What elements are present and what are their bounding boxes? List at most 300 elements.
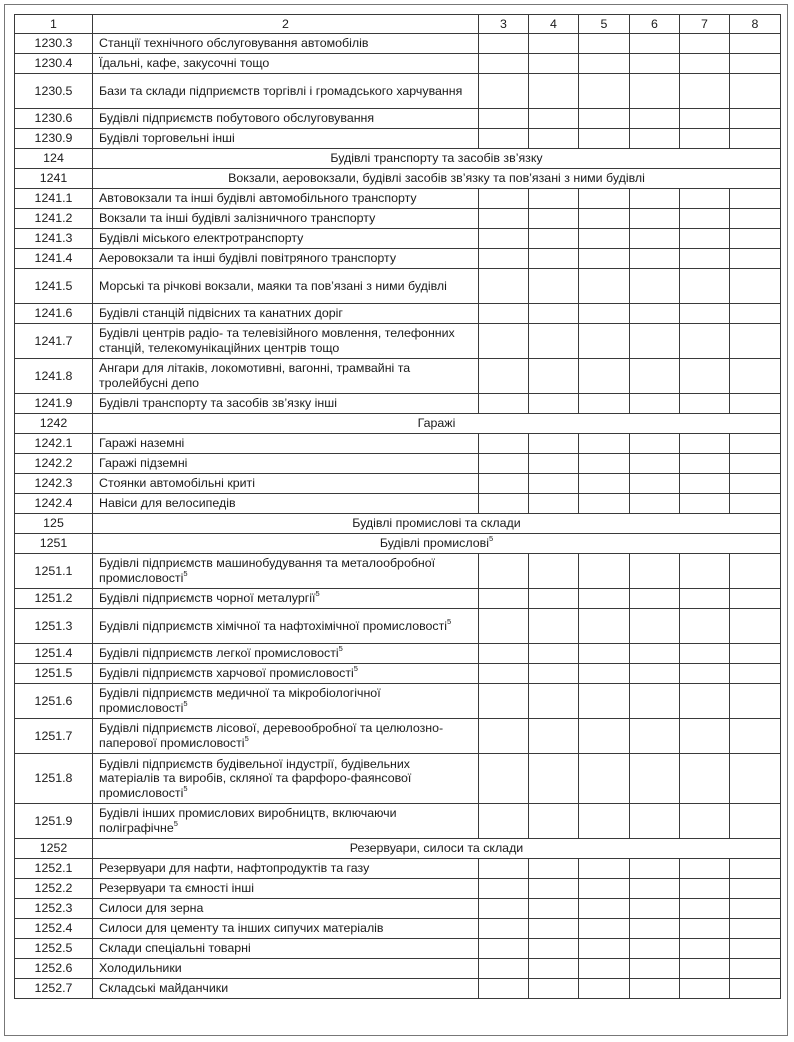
empty-cell <box>579 939 630 959</box>
row-code: 1252.1 <box>15 859 93 879</box>
row-name <box>93 304 479 324</box>
empty-cell <box>680 54 730 74</box>
table-row <box>15 129 781 149</box>
row-name-text: Стоянки автомобільні криті <box>99 476 255 491</box>
table-row <box>15 959 781 979</box>
empty-cell <box>479 589 529 609</box>
section-title <box>93 149 781 169</box>
row-code: 1241.7 <box>15 324 93 359</box>
empty-cell <box>730 324 781 359</box>
empty-cell <box>730 54 781 74</box>
empty-cell <box>579 554 630 589</box>
row-name-text: Будівлі промислові та склади <box>352 516 521 531</box>
col-header: 6 <box>630 15 680 34</box>
table-row <box>15 684 781 719</box>
empty-cell <box>730 189 781 209</box>
empty-cell <box>529 249 579 269</box>
empty-cell <box>630 249 680 269</box>
row-code: 125 <box>15 514 93 534</box>
section-row <box>15 514 781 534</box>
empty-cell <box>479 754 529 804</box>
header-row <box>15 15 781 34</box>
empty-cell <box>680 664 730 684</box>
row-name <box>93 589 479 609</box>
empty-cell <box>479 684 529 719</box>
empty-cell <box>579 589 630 609</box>
empty-cell <box>529 129 579 149</box>
row-code: 1241.8 <box>15 359 93 394</box>
row-name-text: Будівлі підприємств медичної та мікробіологічної промисловості <box>99 686 381 715</box>
empty-cell <box>579 959 630 979</box>
empty-cell <box>730 209 781 229</box>
empty-cell <box>479 664 529 684</box>
empty-cell <box>630 494 680 514</box>
row-name <box>93 324 479 359</box>
row-name-text: Будівлі підприємств легкої промисловості <box>99 646 339 661</box>
empty-cell <box>630 979 680 999</box>
empty-cell <box>730 454 781 474</box>
table-row <box>15 644 781 664</box>
empty-cell <box>730 359 781 394</box>
empty-cell <box>479 109 529 129</box>
row-name-text: Гаражі підземні <box>99 456 188 471</box>
row-code: 1252.5 <box>15 939 93 959</box>
empty-cell <box>529 554 579 589</box>
empty-cell <box>579 664 630 684</box>
empty-cell <box>479 719 529 754</box>
empty-cell <box>529 644 579 664</box>
empty-cell <box>479 269 529 304</box>
empty-cell <box>630 229 680 249</box>
row-name <box>93 644 479 664</box>
table-row <box>15 229 781 249</box>
table-row <box>15 359 781 394</box>
row-name <box>93 34 479 54</box>
empty-cell <box>630 939 680 959</box>
empty-cell <box>479 474 529 494</box>
row-code: 1230.6 <box>15 109 93 129</box>
empty-cell <box>630 324 680 359</box>
empty-cell <box>529 454 579 474</box>
row-name <box>93 959 479 979</box>
empty-cell <box>630 589 680 609</box>
row-name-text: Гаражі наземні <box>99 436 185 451</box>
empty-cell <box>630 434 680 454</box>
empty-cell <box>579 229 630 249</box>
empty-cell <box>479 939 529 959</box>
row-name <box>93 554 479 589</box>
row-name <box>93 359 479 394</box>
row-name-text: Будівлі торговельні інші <box>99 131 235 146</box>
row-code: 1251.5 <box>15 664 93 684</box>
empty-cell <box>630 54 680 74</box>
table-row <box>15 939 781 959</box>
empty-cell <box>579 804 630 839</box>
empty-cell <box>730 249 781 269</box>
row-code: 1241.2 <box>15 209 93 229</box>
row-name-text: Будівлі підприємств машинобудування та металообробної промисловості <box>99 556 436 585</box>
empty-cell <box>479 454 529 474</box>
row-name-text: Навіси для велосипедів <box>99 496 236 511</box>
empty-cell <box>579 684 630 719</box>
empty-cell <box>529 589 579 609</box>
empty-cell <box>630 554 680 589</box>
empty-cell <box>730 129 781 149</box>
empty-cell <box>730 754 781 804</box>
empty-cell <box>730 804 781 839</box>
row-name <box>93 979 479 999</box>
row-name-text: Будівлі підприємств чорної металургії <box>99 591 316 606</box>
row-name <box>93 859 479 879</box>
row-code: 1242.1 <box>15 434 93 454</box>
empty-cell <box>579 269 630 304</box>
row-name-text: Будівлі транспорту та засобів зв’язку інші <box>99 396 337 411</box>
empty-cell <box>630 664 680 684</box>
empty-cell <box>680 879 730 899</box>
empty-cell <box>479 34 529 54</box>
row-code: 1252.7 <box>15 979 93 999</box>
empty-cell <box>529 34 579 54</box>
empty-cell <box>630 109 680 129</box>
empty-cell <box>680 269 730 304</box>
row-code: 1230.5 <box>15 74 93 109</box>
row-name-text: Бази та склади підприємств торгівлі і громадського харчування <box>99 83 463 98</box>
empty-cell <box>630 644 680 664</box>
empty-cell <box>680 684 730 719</box>
empty-cell <box>680 939 730 959</box>
section-row <box>15 169 781 189</box>
row-name-text: Будівлі підприємств хімічної та нафтохімічної промисловості <box>99 618 448 633</box>
empty-cell <box>630 684 680 719</box>
table-row <box>15 804 781 839</box>
empty-cell <box>630 129 680 149</box>
empty-cell <box>529 959 579 979</box>
empty-cell <box>529 434 579 454</box>
row-name-text: Станції технічного обслуговування автомобілів <box>99 36 369 51</box>
empty-cell <box>630 899 680 919</box>
row-name <box>93 494 479 514</box>
empty-cell <box>579 129 630 149</box>
row-name-text: Вокзали та інші будівлі залізничного транспорту <box>99 211 376 226</box>
empty-cell <box>579 54 630 74</box>
row-code: 1242.3 <box>15 474 93 494</box>
row-name-text: Будівлі транспорту та засобів зв’язку <box>330 151 543 166</box>
empty-cell <box>680 454 730 474</box>
row-code: 1252.6 <box>15 959 93 979</box>
row-code: 1241 <box>15 169 93 189</box>
empty-cell <box>730 74 781 109</box>
col-header: 7 <box>680 15 730 34</box>
empty-cell <box>680 754 730 804</box>
empty-cell <box>730 34 781 54</box>
empty-cell <box>730 959 781 979</box>
empty-cell <box>680 229 730 249</box>
section-title <box>93 534 781 554</box>
empty-cell <box>630 74 680 109</box>
empty-cell <box>479 394 529 414</box>
row-name <box>93 919 479 939</box>
row-name <box>93 804 479 839</box>
row-name-text: Гаражі <box>417 416 456 431</box>
empty-cell <box>680 34 730 54</box>
empty-cell <box>579 859 630 879</box>
empty-cell <box>730 434 781 454</box>
row-code: 1251.9 <box>15 804 93 839</box>
row-code: 1252.3 <box>15 899 93 919</box>
table-row <box>15 609 781 644</box>
empty-cell <box>479 74 529 109</box>
col-header: 8 <box>730 15 781 34</box>
table-row <box>15 494 781 514</box>
row-name-text: Будівлі міського електротранспорту <box>99 231 304 246</box>
empty-cell <box>529 684 579 719</box>
footnote-marker: 5 <box>183 783 188 793</box>
empty-cell <box>730 609 781 644</box>
empty-cell <box>579 359 630 394</box>
row-name-text: Будівлі підприємств лісової, деревообробної та целюлозно-паперової промисловості <box>99 721 444 750</box>
empty-cell <box>730 939 781 959</box>
row-name <box>93 189 479 209</box>
empty-cell <box>680 719 730 754</box>
row-name <box>93 664 479 684</box>
row-code: 1241.6 <box>15 304 93 324</box>
row-name <box>93 434 479 454</box>
empty-cell <box>730 474 781 494</box>
empty-cell <box>730 229 781 249</box>
table-row <box>15 109 781 129</box>
empty-cell <box>680 899 730 919</box>
row-name-text: Резервуари та ємності інші <box>99 881 254 896</box>
row-name-text: Будівлі підприємств будівельної індустрії, будівельних матеріалів та виробів, скляної та фарфоро-фаянсової промисловості <box>99 756 412 800</box>
empty-cell <box>579 434 630 454</box>
footnote-marker: 5 <box>183 698 188 708</box>
empty-cell <box>730 684 781 719</box>
section-title <box>93 839 781 859</box>
empty-cell <box>479 494 529 514</box>
empty-cell <box>479 189 529 209</box>
empty-cell <box>680 589 730 609</box>
empty-cell <box>529 609 579 644</box>
empty-cell <box>730 719 781 754</box>
col-header: 2 <box>93 15 479 34</box>
empty-cell <box>479 129 529 149</box>
section-row <box>15 149 781 169</box>
row-name <box>93 249 479 269</box>
footnote-marker: 5 <box>173 818 178 828</box>
row-name <box>93 269 479 304</box>
table-row <box>15 189 781 209</box>
empty-cell <box>630 719 680 754</box>
row-name <box>93 474 479 494</box>
table-row <box>15 249 781 269</box>
row-name <box>93 229 479 249</box>
empty-cell <box>730 589 781 609</box>
classification-table <box>14 14 781 999</box>
empty-cell <box>630 34 680 54</box>
row-name <box>93 939 479 959</box>
table-body <box>15 34 781 999</box>
empty-cell <box>529 879 579 899</box>
table-row <box>15 34 781 54</box>
row-name-text: Вокзали, аеровокзали, будівлі засобів зв’язку та пов’язані з ними будівлі <box>228 171 645 186</box>
empty-cell <box>680 609 730 644</box>
row-code: 1252 <box>15 839 93 859</box>
table-row <box>15 304 781 324</box>
row-code: 1251 <box>15 534 93 554</box>
empty-cell <box>730 394 781 414</box>
empty-cell <box>579 454 630 474</box>
row-name-text: Морські та річкові вокзали, маяки та пов’язані з ними будівлі <box>99 278 447 293</box>
row-code: 124 <box>15 149 93 169</box>
empty-cell <box>579 474 630 494</box>
empty-cell <box>529 209 579 229</box>
empty-cell <box>479 359 529 394</box>
footnote-marker: 5 <box>183 568 188 578</box>
table-row <box>15 754 781 804</box>
footnote-marker: 5 <box>244 733 249 743</box>
row-name <box>93 109 479 129</box>
empty-cell <box>529 919 579 939</box>
table-row <box>15 879 781 899</box>
empty-cell <box>579 919 630 939</box>
section-row <box>15 534 781 554</box>
empty-cell <box>730 899 781 919</box>
footnote-marker: 5 <box>315 589 320 599</box>
empty-cell <box>680 959 730 979</box>
empty-cell <box>730 879 781 899</box>
empty-cell <box>529 324 579 359</box>
empty-cell <box>630 359 680 394</box>
empty-cell <box>680 209 730 229</box>
row-code: 1251.1 <box>15 554 93 589</box>
table-row <box>15 394 781 414</box>
empty-cell <box>529 979 579 999</box>
empty-cell <box>730 979 781 999</box>
row-name <box>93 54 479 74</box>
empty-cell <box>579 879 630 899</box>
row-code: 1230.4 <box>15 54 93 74</box>
section-row <box>15 839 781 859</box>
row-name-text: Ангари для літаків, локомотивні, вагонні, трамвайні та тролейбусні депо <box>99 361 411 390</box>
empty-cell <box>630 859 680 879</box>
row-code: 1241.1 <box>15 189 93 209</box>
row-name-text: Силоси для цементу та інших сипучих матеріалів <box>99 921 384 936</box>
col-header: 4 <box>529 15 579 34</box>
empty-cell <box>680 979 730 999</box>
empty-cell <box>579 644 630 664</box>
row-code: 1251.8 <box>15 754 93 804</box>
table-row <box>15 54 781 74</box>
empty-cell <box>529 804 579 839</box>
row-code: 1241.4 <box>15 249 93 269</box>
empty-cell <box>529 664 579 684</box>
table-row <box>15 589 781 609</box>
empty-cell <box>479 229 529 249</box>
row-name-text: Будівлі підприємств харчової промисловості <box>99 666 354 681</box>
empty-cell <box>680 324 730 359</box>
section-title <box>93 514 781 534</box>
footnote-marker: 5 <box>338 644 343 654</box>
row-name <box>93 74 479 109</box>
section-title <box>93 169 781 189</box>
empty-cell <box>529 74 579 109</box>
empty-cell <box>630 879 680 899</box>
empty-cell <box>529 899 579 919</box>
empty-cell <box>529 719 579 754</box>
empty-cell <box>579 109 630 129</box>
empty-cell <box>579 754 630 804</box>
row-name-text: Автовокзали та інші будівлі автомобільного транспорту <box>99 191 417 206</box>
empty-cell <box>630 754 680 804</box>
empty-cell <box>730 269 781 304</box>
empty-cell <box>529 269 579 304</box>
row-name <box>93 754 479 804</box>
empty-cell <box>730 554 781 589</box>
empty-cell <box>479 434 529 454</box>
empty-cell <box>730 644 781 664</box>
row-name <box>93 129 479 149</box>
empty-cell <box>680 434 730 454</box>
table-row <box>15 979 781 999</box>
empty-cell <box>479 804 529 839</box>
row-code: 1252.2 <box>15 879 93 899</box>
footnote-marker: 5 <box>353 664 358 674</box>
row-name-text: Силоси для зерна <box>99 901 204 916</box>
empty-cell <box>479 249 529 269</box>
empty-cell <box>479 54 529 74</box>
table-row <box>15 434 781 454</box>
row-name <box>93 454 479 474</box>
empty-cell <box>730 494 781 514</box>
empty-cell <box>529 54 579 74</box>
empty-cell <box>730 304 781 324</box>
empty-cell <box>630 804 680 839</box>
empty-cell <box>579 719 630 754</box>
row-code: 1241.3 <box>15 229 93 249</box>
row-name <box>93 879 479 899</box>
empty-cell <box>730 919 781 939</box>
row-code: 1251.7 <box>15 719 93 754</box>
section-row <box>15 414 781 434</box>
table-row <box>15 919 781 939</box>
row-name <box>93 899 479 919</box>
empty-cell <box>479 209 529 229</box>
row-name <box>93 719 479 754</box>
footnote-marker: 5 <box>447 616 452 626</box>
row-code: 1242 <box>15 414 93 434</box>
row-name-text: Склади спеціальні товарні <box>99 941 251 956</box>
table-row <box>15 474 781 494</box>
row-code: 1230.9 <box>15 129 93 149</box>
table-row <box>15 899 781 919</box>
empty-cell <box>730 859 781 879</box>
empty-cell <box>529 859 579 879</box>
empty-cell <box>630 454 680 474</box>
table-row <box>15 74 781 109</box>
empty-cell <box>529 754 579 804</box>
table-row <box>15 554 781 589</box>
empty-cell <box>579 189 630 209</box>
row-code: 1230.3 <box>15 34 93 54</box>
empty-cell <box>579 209 630 229</box>
empty-cell <box>630 474 680 494</box>
empty-cell <box>630 269 680 304</box>
empty-cell <box>479 324 529 359</box>
empty-cell <box>529 494 579 514</box>
empty-cell <box>529 304 579 324</box>
table-row <box>15 324 781 359</box>
section-title <box>93 414 781 434</box>
